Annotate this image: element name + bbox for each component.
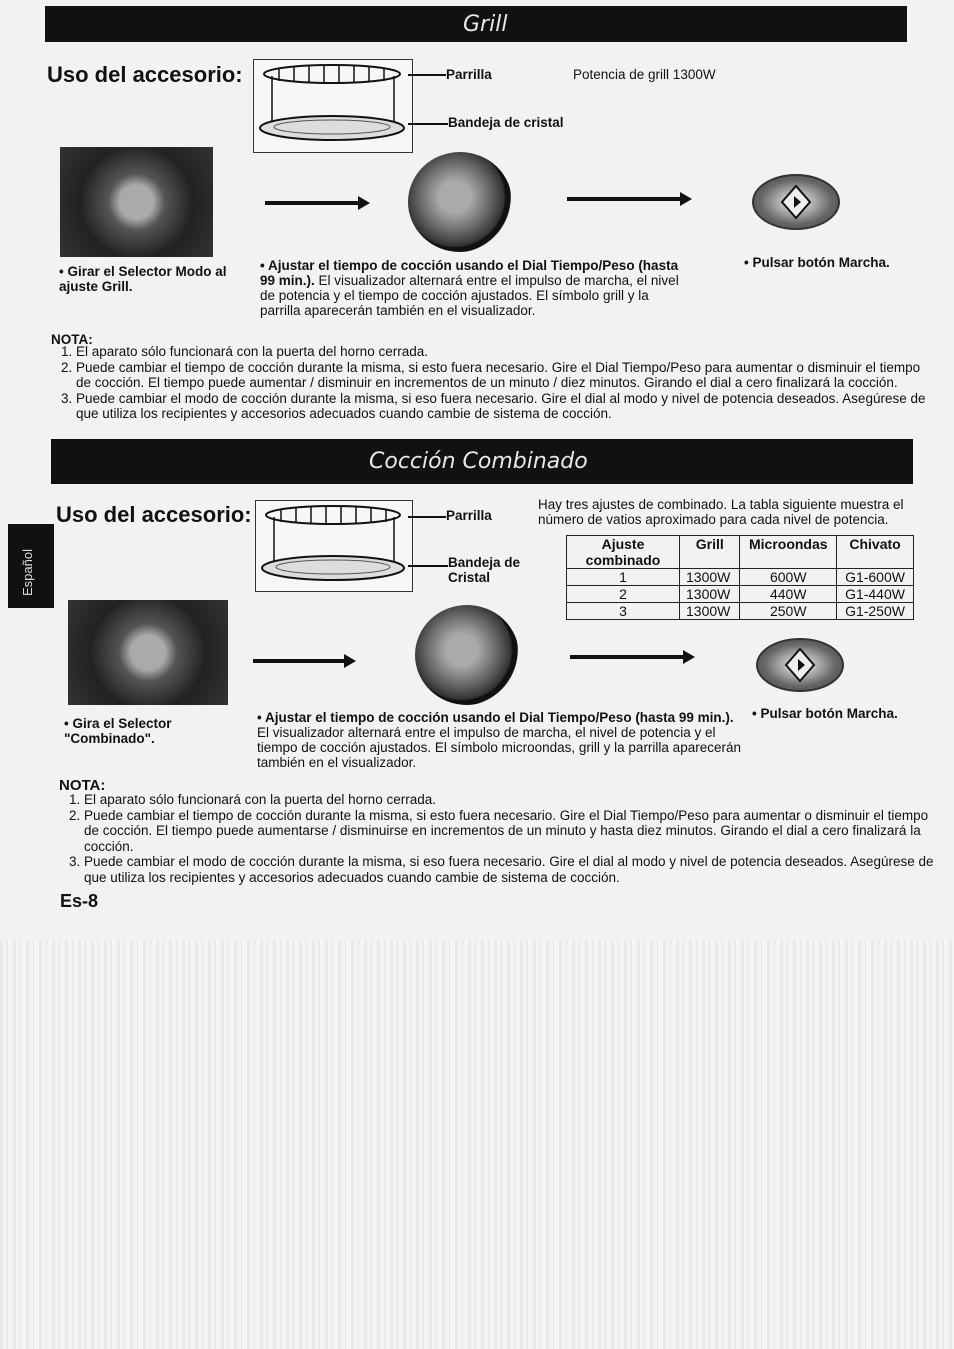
combo-accessory-heading: Uso del accesorio: [56,502,252,527]
grill-accessory-heading: Uso del accesorio: [47,62,243,87]
table-cell: G1-600W [837,569,914,586]
arrow-right-icon [253,659,346,663]
grill-step3: • Pulsar botón Marcha. [744,255,890,270]
rack-pointer [408,74,446,76]
tray-pointer [408,123,448,125]
combo-title: Cocción Combinado [369,449,588,474]
combo-step2 [257,710,747,770]
time-weight-dial-icon[interactable] [408,152,512,252]
language-side-tab [8,524,54,608]
table-cell: 1300W [680,569,740,586]
page-number: Es-8 [60,891,99,911]
table-row [567,569,914,586]
grill-step2-bold: • Ajustar el tiempo de cocción usando el Dial Tiempo/Peso (hasta 99 min.). [260,258,679,288]
table-cell: 1300W [680,586,740,603]
grill-label-rack: Parrilla [446,67,492,82]
combo-nota-title: NOTA: [59,777,106,794]
combo-step2-text: El visualizador alternará entre el impulso de marcha, el nivel de potencia y el tiempo de cocción ajustados. El símbolo microondas, grill y la parrilla aparecerán también en el visualizador. [257,725,741,770]
grill-label-tray: Bandeja de cristal [448,115,564,130]
start-diamond-icon [754,176,838,228]
combo-intro: Hay tres ajustes de combinado. La tabla siguiente muestra el número de vatios aproximado para cada nivel de potencia. [538,497,904,527]
table-header: Chivato [837,536,914,569]
list-item: 1. El aparato sólo funcionará con la puerta del horno cerrada. [76,344,938,360]
grill-banner [45,6,907,42]
grill-notes [50,344,938,422]
language-label: Español [20,549,35,596]
table-cell: G1-250W [837,603,914,620]
combo-banner [51,439,913,484]
grill-accessory-diagram [253,59,413,153]
list-item: 3. Puede cambiar el modo de cocción durante la misma, si eso fuera necesario. Gire el dial al modo y nivel de potencia deseados. Asegúrese de que utiliza los recipientes y accesorios adecuados cuando cambie de sistema de cocción. [84,854,940,885]
table-cell: 440W [740,586,837,603]
grill-power-note: Potencia de grill 1300W [573,67,716,82]
grill-step1: • Girar el Selector Modo al ajuste Grill. [59,264,227,294]
grill-nota-title: NOTA: [51,332,93,347]
arrow-right-icon [570,655,685,659]
grill-mode-selector-photo [60,147,213,257]
list-item: 2. Puede cambiar el tiempo de cocción durante la misma, si esto fuera necesario. Gire el Dial Tiempo/Peso para aumentar o disminuir el tiempo de cocción. El tiempo puede aumentarse / disminuirse en incrementos de un minuto y hasta diez minutos. Girando el dial a cero finalizará la cocción. [84,808,940,855]
combo-accessory-diagram [255,500,413,592]
list-item: 3. Puede cambiar el modo de cocción durante la misma, si eso fuera necesario. Gire el dial al modo y nivel de potencia deseados. Asegúrese de que utiliza los recipientes y accesorios adecuados cuando cambie de sistema de cocción. [76,391,938,422]
table-cell: 1300W [680,603,740,620]
combo-notes [58,792,940,885]
table-header: Ajuste combinado [567,536,680,569]
time-weight-dial-icon[interactable] [415,605,519,705]
combo-label-tray: Bandeja de Cristal [448,555,521,585]
grill-step2-text: El visualizador alternará entre el impulso de marcha, el nivel de potencia y el tiempo de cocción ajustados. El símbolo grill y la parrilla aparecerán también en el visualizador. [260,273,679,318]
table-row [567,586,914,603]
blank-scan-area [0,940,954,1349]
combo-step3: • Pulsar botón Marcha. [752,706,898,721]
table-cell: 2 [567,586,680,603]
list-item: 2. Puede cambiar el tiempo de cocción durante la misma, si esto fuera necesario. Gire el Dial Tiempo/Peso para aumentar o disminuir el tiempo de cocción. El tiempo puede aumentar / disminuir en incrementos de un minuto / diez minutos. Girando el dial a cero finalizará la cocción. [76,360,938,391]
rack-tray-illustration [256,501,412,591]
combo-step1: • Gira el Selector "Combinado". [64,716,172,746]
table-header: Grill [680,536,740,569]
table-cell: 250W [740,603,837,620]
combo-mode-selector-photo [68,600,228,705]
start-button-icon[interactable] [756,638,844,692]
combo-label-rack: Parrilla [446,508,492,523]
rack-pointer [408,516,446,518]
combo-step2-bold: • Ajustar el tiempo de cocción usando el Dial Tiempo/Peso (hasta 99 min.). [257,710,734,725]
table-cell: 1 [567,569,680,586]
arrow-right-icon [265,201,360,205]
table-cell: 3 [567,603,680,620]
rack-tray-illustration [254,60,412,152]
table-cell: G1-440W [837,586,914,603]
start-button-icon[interactable] [752,174,840,230]
start-diamond-icon [758,640,842,690]
arrow-right-icon [567,197,682,201]
table-row [567,603,914,620]
table-header: Microondas [740,536,837,569]
combo-power-table [566,535,914,620]
list-item: 1. El aparato sólo funcionará con la puerta del horno cerrada. [84,792,940,808]
table-header-row [567,536,914,569]
tray-pointer [408,565,448,567]
grill-step2 [260,258,690,318]
table-cell: 600W [740,569,837,586]
grill-title: Grill [463,12,508,37]
